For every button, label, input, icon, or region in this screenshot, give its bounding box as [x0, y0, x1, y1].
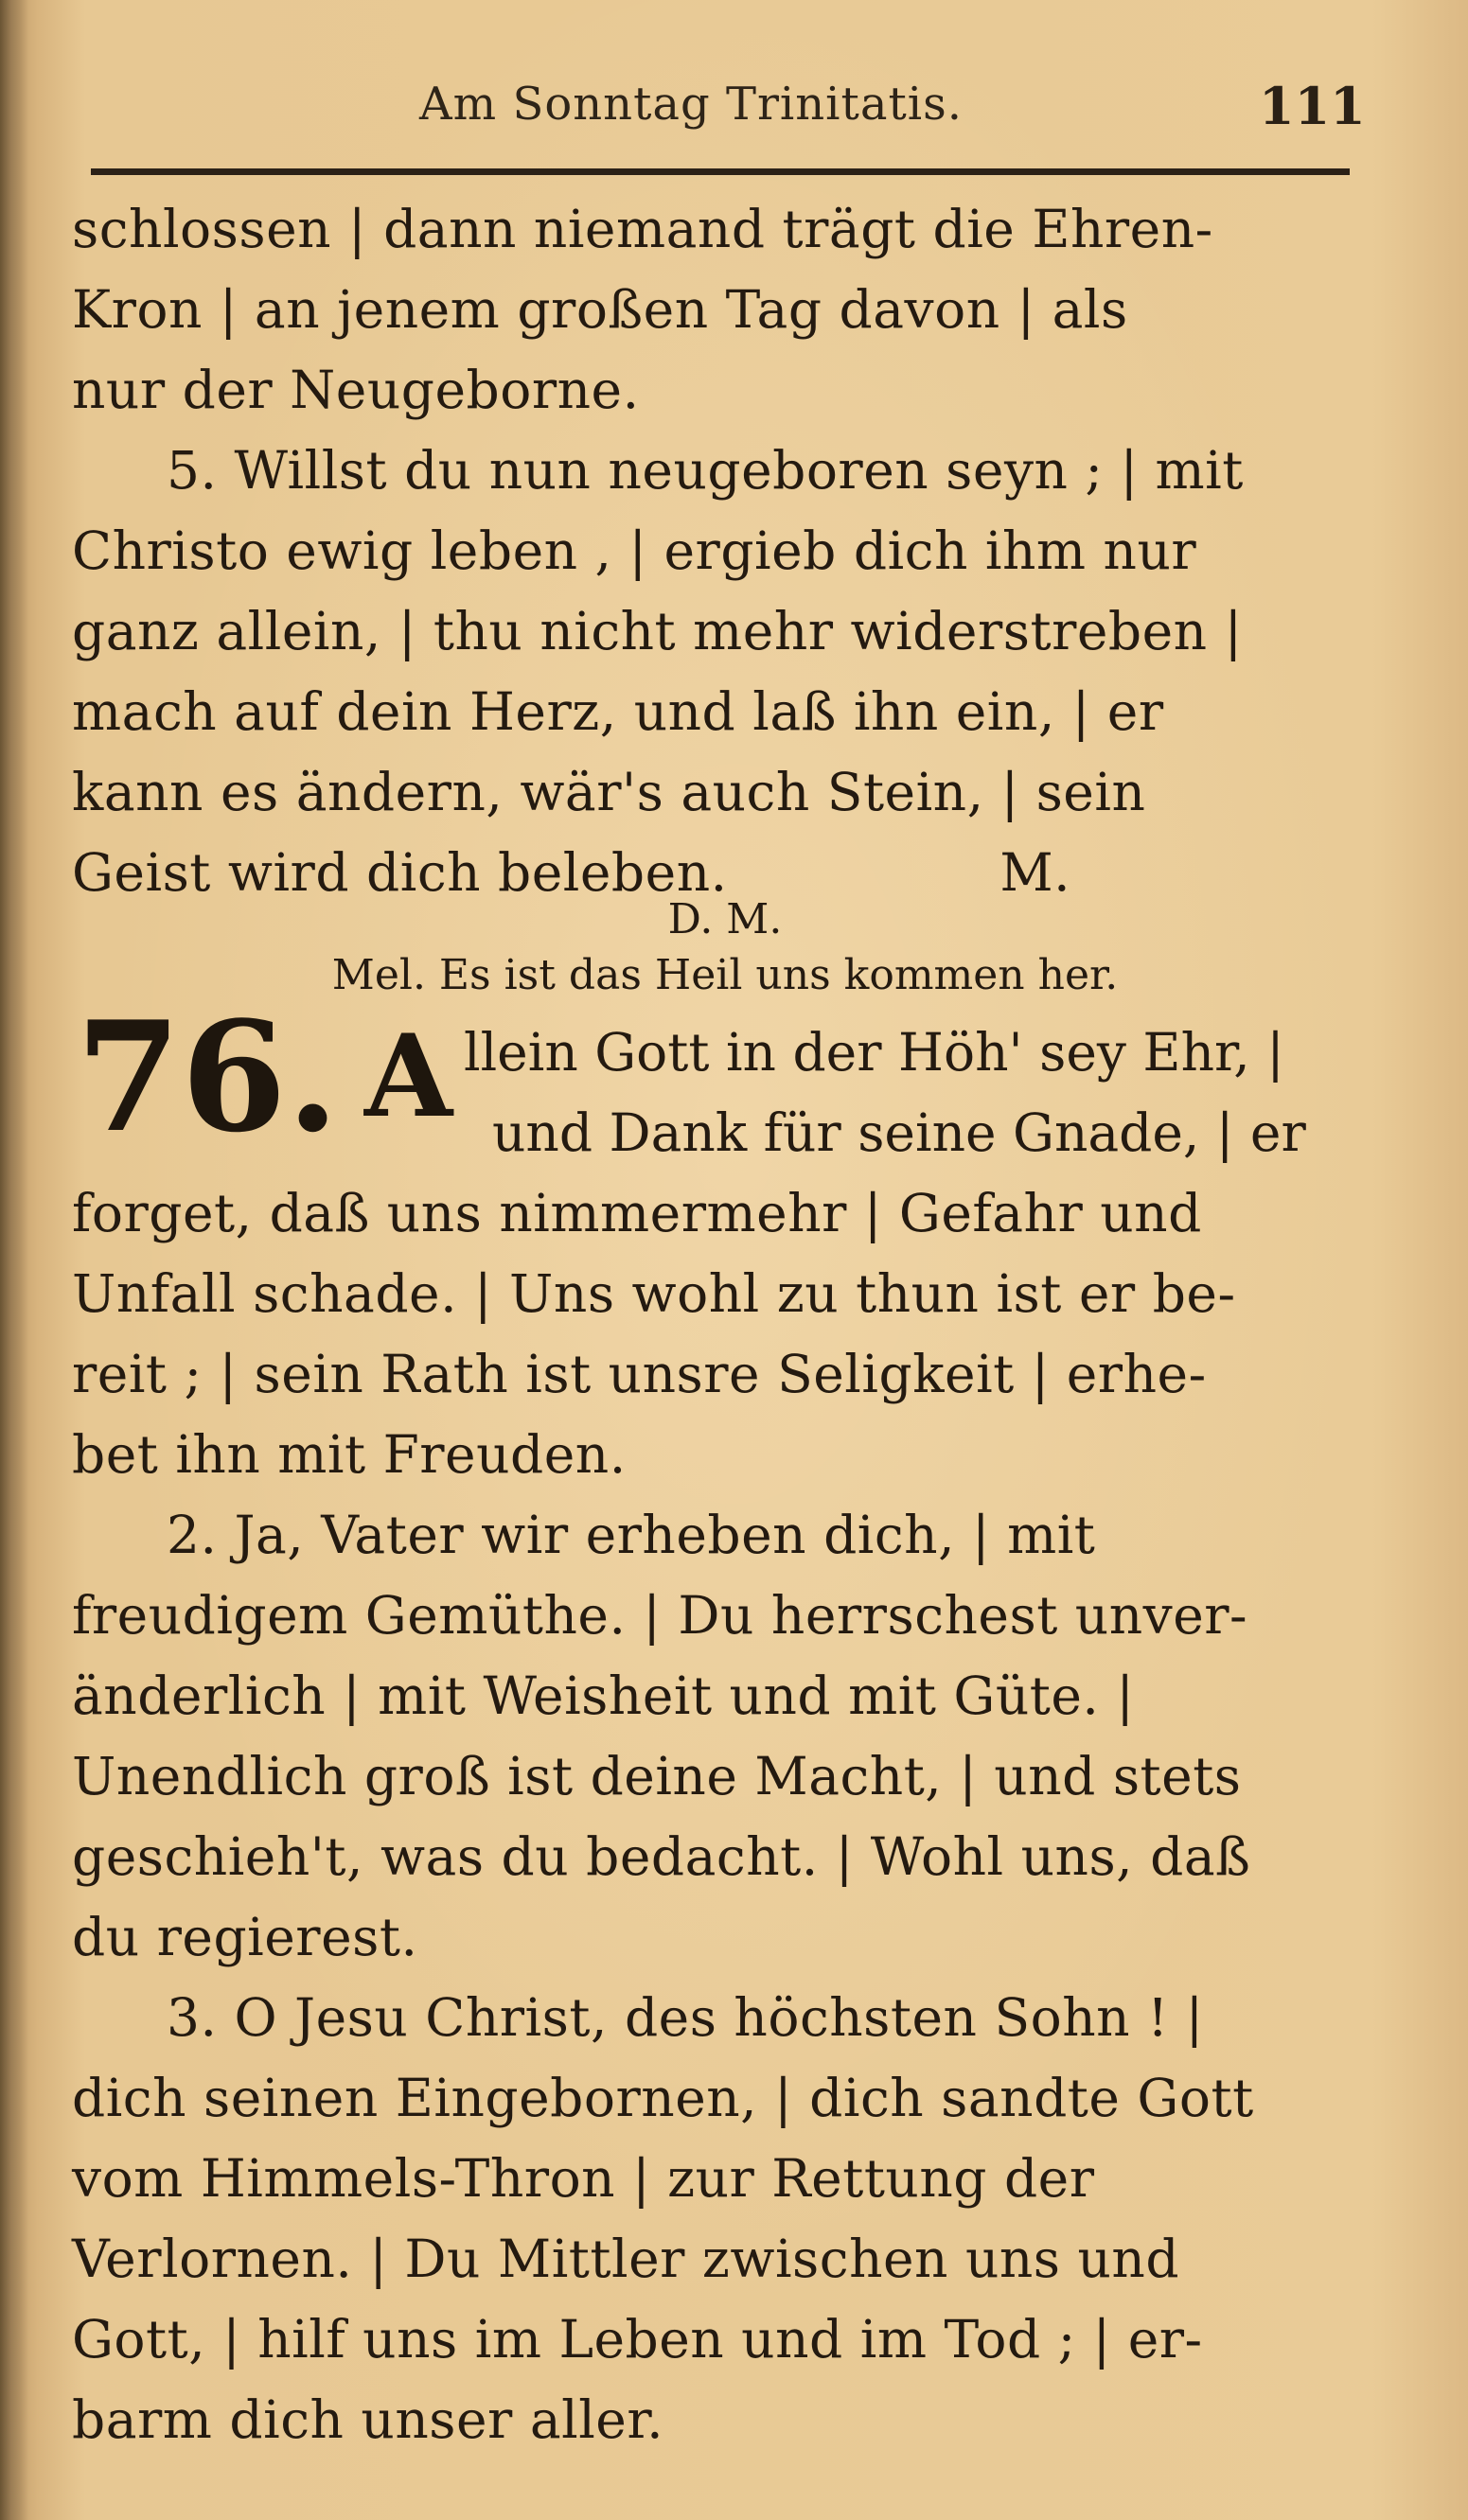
text-line: Geist wird dich beleben. M. — [72, 842, 1071, 903]
page-number: 111 — [1259, 76, 1366, 136]
melody-signature: D. M. — [667, 895, 783, 943]
text-line: Gott, | hilf uns im Leben und im Tod ; | er- — [72, 2309, 1203, 2370]
text-line: Unfall schade. | Uns wohl zu thun ist er be- — [72, 1263, 1236, 1324]
verse-line: 2. Ja, Vater wir erheben dich, | mit — [167, 1505, 1096, 1565]
text-line: vom Himmels-Thron | zur Rettung der — [72, 2148, 1095, 2209]
hymn-first-line: und Dank für seine Gnade, | er — [492, 1102, 1306, 1163]
header-rule — [91, 168, 1350, 175]
drop-capital: A — [364, 1010, 453, 1143]
text-line: Christo ewig leben , | ergieb dich ihm nur — [72, 520, 1197, 581]
text-line: schlossen | dann niemand trägt die Ehren- — [72, 199, 1213, 259]
hymn-number: 76. — [76, 988, 340, 1166]
text-line: kann es ändern, wär's auch Stein, | sein — [72, 762, 1146, 822]
text-line: ganz allein, | thu nicht mehr widerstreben | — [72, 601, 1243, 661]
text-line: Unendlich groß ist deine Macht, | und stets — [72, 1746, 1242, 1806]
text-line: bet ihn mit Freuden. — [72, 1424, 627, 1485]
text-line: reit ; | sein Rath ist unsre Seligkeit | erhe- — [72, 1344, 1207, 1404]
text-line: dich seinen Eingebornen, | dich sandte Gott — [72, 2068, 1254, 2128]
text-line: freudigem Gemüthe. | Du herrschest unver- — [72, 1585, 1248, 1646]
page-binding-edge — [0, 0, 28, 2520]
text-line: barm dich unser aller. — [72, 2389, 664, 2450]
running-header: Am Sonntag Trinitatis. — [419, 78, 963, 131]
text-line: du regierest. — [72, 1907, 418, 1967]
melody-line: Mel. Es ist das Heil uns kommen her. — [331, 951, 1119, 999]
text-line: forget, daß uns nimmermehr | Gefahr und — [72, 1183, 1202, 1243]
hymn-first-line: llein Gott in der Höh' sey Ehr, | — [464, 1022, 1284, 1083]
text-line: änderlich | mit Weisheit und mit Güte. | — [72, 1665, 1135, 1726]
text-line: Verlornen. | Du Mittler zwischen uns und — [72, 2229, 1180, 2289]
verse-line: 5. Willst du nun neugeboren seyn ; | mit — [167, 440, 1244, 501]
text-line: geschieh't, was du bedacht. | Wohl uns, daß — [72, 1826, 1251, 1887]
text-line: Kron | an jenem großen Tag davon | als — [72, 279, 1128, 340]
verse-line: 3. O Jesu Christ, des höchsten Sohn ! | — [167, 1987, 1204, 2048]
text-line: nur der Neugeborne. — [72, 360, 640, 420]
text-line: mach auf dein Herz, und laß ihn ein, | er — [72, 681, 1164, 742]
